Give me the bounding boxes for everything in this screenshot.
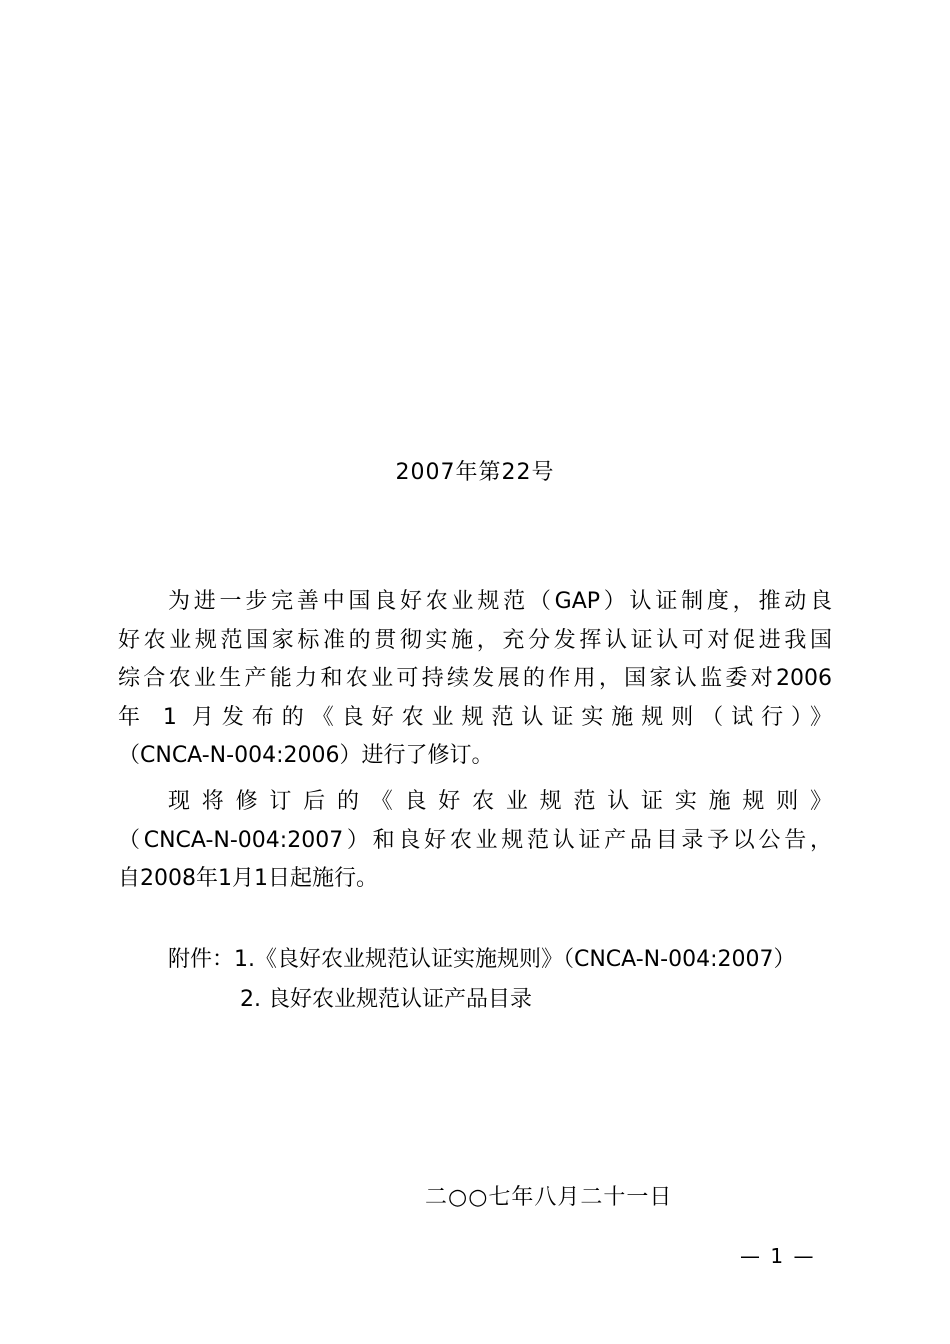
paragraph-line: （CNCA-N-004:2006）进行了修订。 bbox=[118, 743, 494, 768]
attachments-list bbox=[168, 940, 848, 1020]
document-date: 二○○七年八月二十一日 bbox=[425, 1185, 673, 1210]
paragraph-line: 现将修订后的《良好农业规范认证实施规则》 bbox=[168, 789, 832, 814]
paragraph-line: 年 1 月发布的《良好农业规范认证实施规则（试行）》 bbox=[118, 704, 832, 730]
paragraph-announcement bbox=[118, 783, 832, 899]
attachment-item: 附件：1.《良好农业规范认证实施规则》（CNCA-N-004:2007） bbox=[168, 947, 796, 972]
paragraph-line: （CNCA-N-004:2007）和良好农业规范认证产品目录予以公告， bbox=[118, 827, 832, 853]
paragraph-line: 好农业规范国家标准的贯彻实施，充分发挥认证认可对促进我国 bbox=[118, 627, 832, 653]
page-number: — 1 — bbox=[740, 1244, 816, 1268]
paragraph-revision-notice bbox=[118, 583, 832, 776]
attachment-item: 2. 良好农业规范认证产品目录 bbox=[240, 987, 532, 1012]
paragraph-line: 自2008年1月1日起施行。 bbox=[118, 866, 378, 891]
paragraph-line: 为进一步完善中国良好农业规范（GAP）认证制度，推动良 bbox=[168, 589, 832, 614]
document-number: 2007年第22号 bbox=[395, 460, 555, 485]
paragraph-line: 综合农业生产能力和农业可持续发展的作用，国家认监委对2006 bbox=[118, 666, 832, 691]
